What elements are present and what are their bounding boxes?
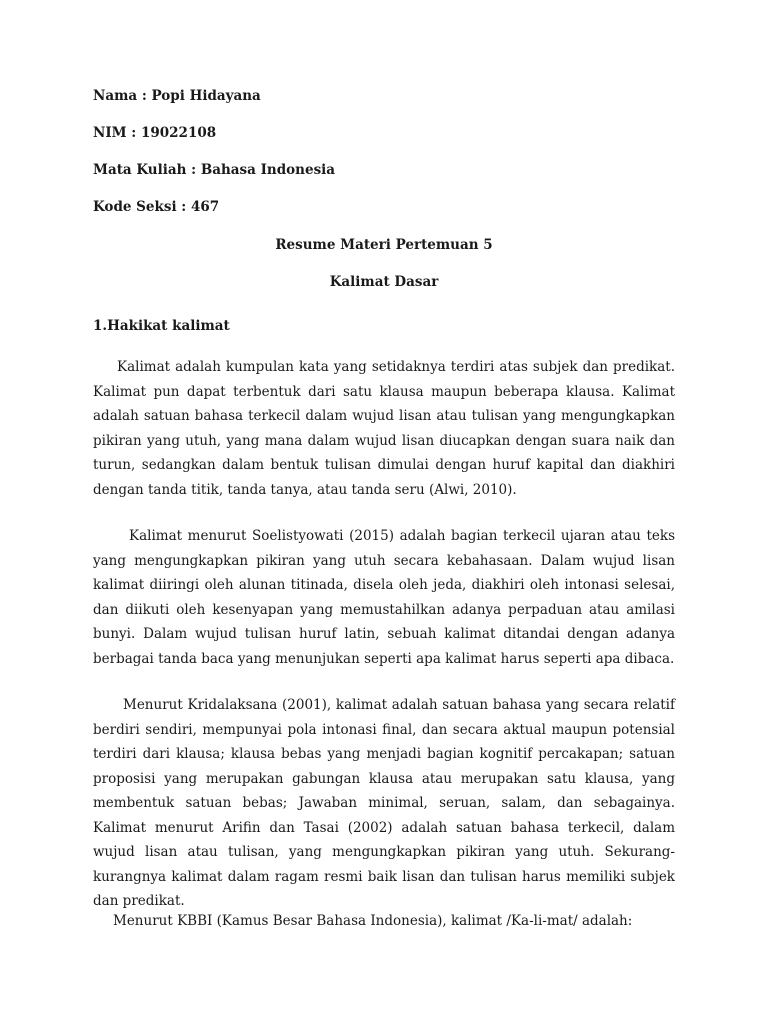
document-title: Resume Materi Pertemuan 5 xyxy=(275,237,493,253)
section-code: Kode Seksi : 467 xyxy=(93,199,220,215)
course-name: Mata Kuliah : Bahasa Indonesia xyxy=(93,162,336,178)
paragraph-1: Kalimat adalah kumpulan kata yang setidaknya terdiri atas subjek dan predikat. Kalimat pun dapat terbentuk dari satu klausa maupun beberapa klausa. Kalimat adalah satuan bahasa terkecil dalam wujud lisan atau tulisan yang mengungkapkan pikiran yang utuh, yang mana dalam wujud lisan diucapkan dengan suara naik dan turun, sedangkan dalam bentuk tulisan dimulai dengan huruf kapital dan diakhiri dengan tanda titik, tanda tanya, atau tanda seru (Alwi, 2010). xyxy=(93,359,675,498)
paragraph-3: Menurut Kridalaksana (2001), kalimat adalah satuan bahasa yang secara relatif berdiri sendiri, mempunyai pola intonasi final, dan secara aktual maupun potensial terdiri dari klausa; klausa bebas yang menjadi bagian kognitif percakapan; satuan proposisi yang merupakan gabungan klausa atau merupakan satu klausa, yang membentuk satuan bebas; Jawaban minimal, seruan, salam, dan sebagainya. Kalimat menurut Arifin dan Tasai (2002) adalah satuan bahasa terkecil, dalam wujud lisan atau tulisan, yang mengungkapkan pikiran yang utuh. Sekurang-kurangnya kalimat dalam ragam resmi baik lisan dan tulisan harus memiliki subjek dan predikat. xyxy=(93,697,675,909)
section-heading: 1.Hakikat kalimat xyxy=(93,318,230,334)
document-subtitle: Kalimat Dasar xyxy=(329,274,439,290)
student-nim: NIM : 19022108 xyxy=(93,125,217,141)
paragraph-2: Kalimat menurut Soelistyowati (2015) adalah bagian terkecil ujaran atau teks yang mengungkapkan pikiran yang utuh secara kebahasaan. Dalam wujud lisan kalimat diiringi oleh alunan titinada, disela oleh jeda, diakhiri oleh intonasi selesai, dan diikuti oleh kesenyapan yang memustahilkan adanya perpaduan atau amilasi bunyi. Dalam wujud tulisan huruf latin, sebuah kalimat ditandai dengan adanya berbagai tanda baca yang menunjukan seperti apa kalimat harus seperti apa dibaca. xyxy=(93,528,675,667)
student-name: Nama : Popi Hidayana xyxy=(93,88,261,104)
paragraph-4: Menurut KBBI (Kamus Besar Bahasa Indonesia), kalimat /Ka-li-mat/ adalah: xyxy=(113,913,633,929)
